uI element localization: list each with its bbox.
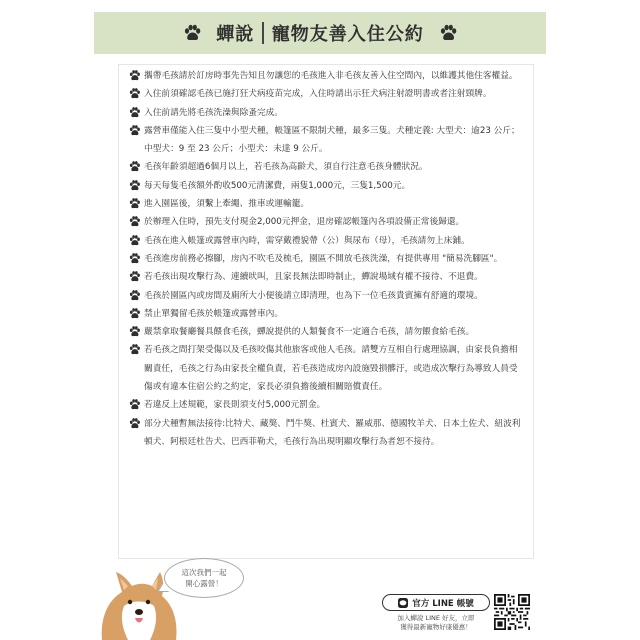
page-title: 寵物友善入住公約 <box>271 24 424 45</box>
rule-item <box>128 213 524 231</box>
paw-print-icon <box>128 417 141 430</box>
bubble-line-1: 這次我們一起 <box>181 568 227 577</box>
paw-print-icon <box>128 398 141 411</box>
rule-text: 嚴禁拿取餐廳餐具餵食毛孩，蟬說提供的人類餐食不一定適合毛孩，請勿餵食給毛孩。 <box>144 327 475 338</box>
line-app-icon <box>398 598 408 608</box>
rule-text: 禁止單獨留毛孩於帳篷或露營車內。 <box>144 308 283 319</box>
qr-code[interactable] <box>494 594 530 630</box>
paw-print-icon <box>128 106 141 119</box>
rule-text: 若毛孩出現攻擊行為、連續吠叫，且家長無法即時制止，蟬說場域有權不接待、不退費。 <box>144 272 483 283</box>
rule-text: 毛孩進房前務必擦腳，房內不吹毛及梳毛，園區不開放毛孩洗澡，有提供專用 "簡易洗腳區"。 <box>144 253 503 264</box>
paw-print-icon <box>182 23 202 43</box>
rules-list <box>128 67 524 451</box>
paw-print-icon <box>128 124 141 137</box>
paw-print-icon <box>128 215 141 228</box>
paw-print-icon <box>128 197 141 210</box>
rule-text: 部分犬種暫無法接待:比特犬、藏獒、鬥牛獒、杜賓犬、羅威那、德國牧羊犬、日本土佐犬、紐波利頓犬、阿根廷杜告犬、巴西菲勒犬，毛孩行為出現明顯攻擊行為者恕不接待。 <box>144 418 521 447</box>
rule-item <box>128 341 524 396</box>
rule-text: 若違反上述規範，家長則須支付5,000元罰金。 <box>144 400 326 411</box>
rule-text: 於辦理入住時，預先支付現金2,000元押金，退房確認帳篷內各項設備正常後歸還。 <box>144 217 465 228</box>
paw-print-icon <box>128 252 141 265</box>
line-account-block <box>382 594 490 632</box>
bubble-line-2: 開心露營！ <box>185 579 223 588</box>
rule-text: 毛孩年齡須超過6個月以上，若毛孩為高齡犬，須自行注意毛孩身體狀況。 <box>144 162 428 173</box>
line-promo-line-2: 獲得最新寵物好康優惠！ <box>400 623 472 631</box>
paw-print-icon <box>128 179 141 192</box>
rule-text: 毛孩在進入帳篷或露營車內時，需穿戴禮貌帶（公）與尿布（母），毛孩請勿上床鋪。 <box>144 235 470 246</box>
title-banner <box>94 12 546 54</box>
line-promo-line-1: 加入蟬說 LINE 好友，立即 <box>397 614 475 622</box>
rule-item <box>128 287 524 305</box>
line-promo-text <box>382 614 490 632</box>
rule-item <box>128 415 524 452</box>
rule-item <box>128 396 524 414</box>
rule-item <box>128 268 524 286</box>
rule-text: 露營車僅能入住三隻中小型犬種，帳篷區不限制犬種，最多三隻。犬種定義: 大型犬：逾23 公斤；中型犬：9 至 23 公斤；小型犬：未達 9 公斤。 <box>144 125 520 155</box>
rule-text: 入住前請先將毛孩洗澡與除蚤完成。 <box>144 107 283 118</box>
rule-item <box>128 232 524 250</box>
rule-item <box>128 85 524 103</box>
rule-text: 若毛孩之間打架受傷以及毛孩咬傷其他旅客或他人毛孩。請雙方互相自行處理協調，由家長負擔相關責任，毛孩之行為由家長全權負責，若毛孩造成房內設施毀損髒汙，或造成次擊行為導致人員受傷或有違本住宿公約之約定，家長必須負擔後續相關賠償責任。 <box>144 345 518 393</box>
paw-print-icon <box>128 69 141 82</box>
paw-print-icon <box>128 325 141 338</box>
rule-text: 進入園區後，須繫上牽繩、推車或運輸籠。 <box>144 199 310 210</box>
rule-item <box>128 250 524 268</box>
line-account-badge[interactable] <box>382 594 490 611</box>
rule-item <box>128 195 524 213</box>
rule-text: 攜帶毛孩請於訂房時事先告知且勿讓您的毛孩進入非毛孩友善入住空間內，以維護其他住客權益。 <box>144 71 518 81</box>
rule-text: 入住前須確認毛孩已施打狂犬病疫苗完成，入住時請出示狂犬病注射證明書或者注射頸牌。 <box>144 89 492 100</box>
rule-item <box>128 158 524 176</box>
line-badge-label: 官方 LINE 帳號 <box>412 598 474 609</box>
paw-print-icon <box>128 270 141 283</box>
rule-item <box>128 323 524 341</box>
paw-print-icon <box>128 343 141 356</box>
rule-item <box>128 104 524 122</box>
rule-item <box>128 305 524 323</box>
paw-print-icon <box>128 87 141 100</box>
paw-print-icon <box>128 289 141 302</box>
rule-text: 毛孩於園區內或房間及廁所大小便後請立即清理，也為下一位毛孩貴賓擁有舒適的環境。 <box>144 290 483 301</box>
paw-print-icon <box>128 307 141 320</box>
paw-print-icon <box>128 160 141 173</box>
brand-name: 蟬說 <box>216 24 255 45</box>
paw-print-icon <box>438 23 458 43</box>
speech-bubble <box>164 558 244 598</box>
rule-item <box>128 177 524 195</box>
rule-text: 每天每隻毛孩額外酌收500元清潔費，兩隻1,000元，三隻1,500元。 <box>144 180 411 191</box>
rule-item <box>128 122 524 159</box>
rule-item <box>128 67 524 85</box>
paw-print-icon <box>128 234 141 247</box>
title-divider <box>262 22 264 44</box>
